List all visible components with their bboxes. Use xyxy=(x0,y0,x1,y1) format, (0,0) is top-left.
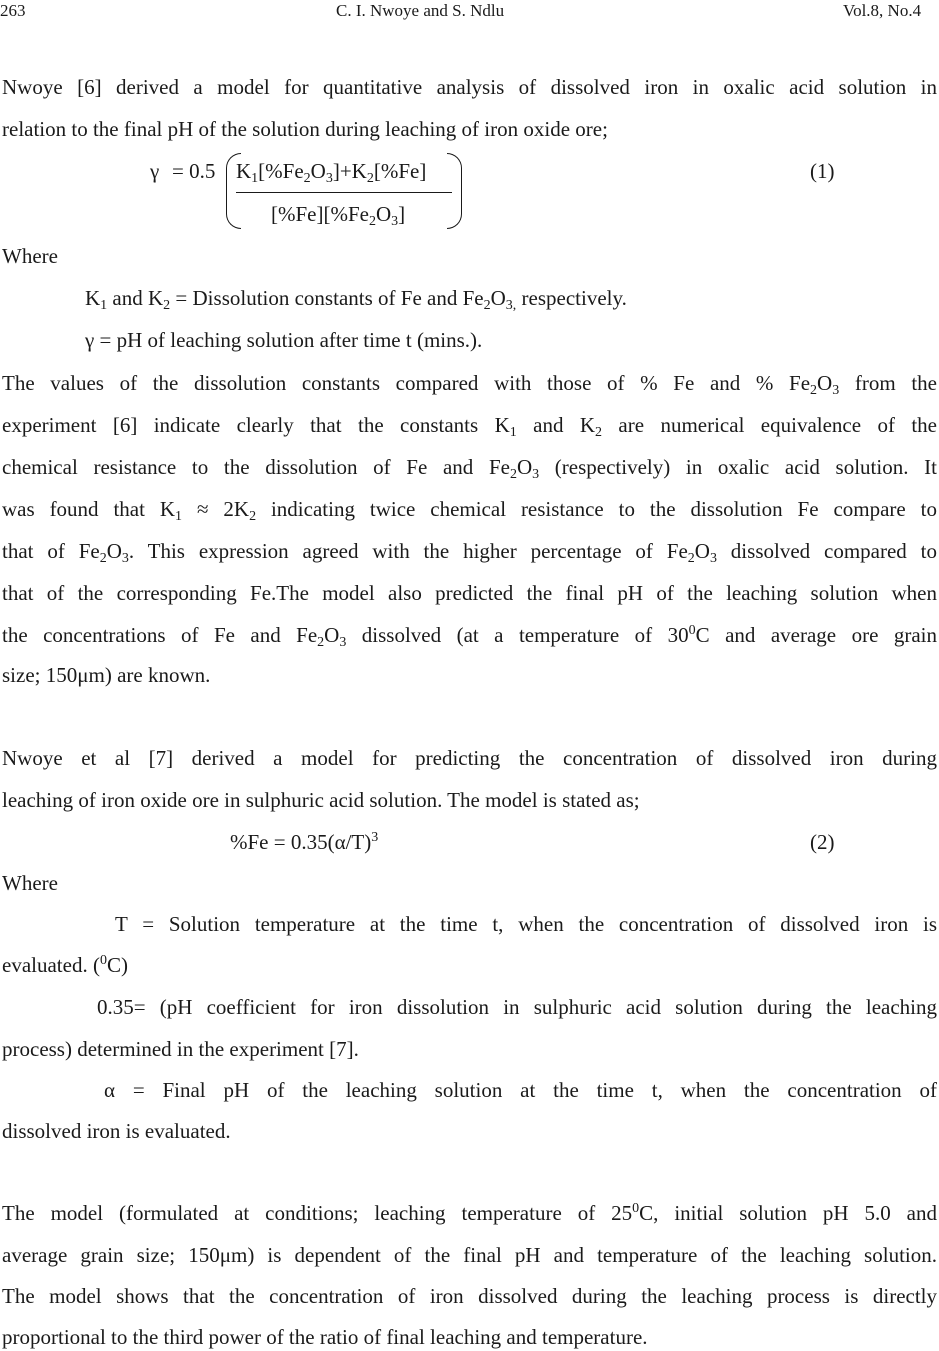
where-label-2: Where xyxy=(2,871,58,895)
definition-t-line-2: evaluated. ($^0$C) xyxy=(2,953,128,977)
definition-t-line-1: T = Solution temperature at the time t, when the concentration of dissolved iron is xyxy=(115,912,937,936)
page-number: 263 xyxy=(0,1,26,20)
paragraph-2-line-1: The values of the dissolution constants compared with those of % Fe and % $Fe_2O_3$ from the xyxy=(2,371,937,398)
paragraph-4-line-4: proportional to the third power of the ratio of final leaching and temperature. xyxy=(2,1325,648,1349)
equation-1-number: (1) xyxy=(810,159,835,183)
paragraph-2-line-4: was found that $K_1 \approx 2K_2$ indicating twice chemical resistance to the dissolution Fe compare to xyxy=(2,497,937,524)
running-authors: C. I. Nwoye and S. Ndlu xyxy=(336,1,505,20)
paragraph-3-line-1: Nwoye et al [7] derived a model for predicting the concentration of dissolved iron during xyxy=(2,746,937,770)
paragraph-2-line-6: that of the corresponding Fe.The model also predicted the final pH of the leaching solution when xyxy=(2,581,937,605)
paragraph-4-line-1: The model (formulated at conditions; leaching temperature of $25^0C$, initial solution pH 5.0 and xyxy=(2,1201,937,1225)
fraction-bar xyxy=(236,192,452,193)
volume-label: Vol.8, No.4 xyxy=(843,1,922,20)
definition-coefficient-line-1: 0.35= (pH coefficient for iron dissolution in sulphuric acid solution during the leaching xyxy=(97,995,937,1019)
paragraph-2-line-3: chemical resistance to the dissolution of Fe and $Fe_2O_3$ (respectively) in oxalic acid solution. It xyxy=(2,455,937,482)
paragraph-2-line-2: experiment [6] indicate clearly that the constants $K_1$ and $K_2$ are numerical equivalence of the xyxy=(2,413,937,440)
paragraph-2-line-7: the concentrations of Fe and $Fe_2O_3$ dissolved (at a temperature of $30^0C$ and average ore grain xyxy=(2,623,937,650)
paragraph-4-line-2: average grain size; 150μm) is dependent of the final pH and temperature of the leaching solution. xyxy=(2,1243,937,1267)
definition-coefficient-line-2: process) determined in the experiment [7]. xyxy=(2,1037,359,1061)
equation-2: $\%Fe = 0.35(\alpha/T)^3$ xyxy=(230,830,379,854)
right-paren xyxy=(447,153,462,229)
definition-alpha-line-1: α = Final pH of the leaching solution at the time t, when the concentration of xyxy=(104,1078,937,1102)
definition-k-constants: $K_1$ and $K_2$ = Dissolution constants of Fe and $Fe_2O_{3,}$ respectively. xyxy=(85,286,627,313)
equation-2-number: (2) xyxy=(810,830,835,854)
definition-gamma: γ = pH of leaching solution after time t (mins.). xyxy=(85,328,483,352)
equation-1-denominator: $[\%Fe][\%Fe_2O_3]$ xyxy=(271,202,406,229)
paragraph-3-line-2: leaching of iron oxide ore in sulphuric acid solution. The model is stated as; xyxy=(2,788,640,812)
paragraph-2-line-5: that of $Fe_2O_3$. This expression agreed with the higher percentage of $Fe_2O_3$ dissolved compared to xyxy=(2,539,938,566)
gamma-symbol: γ xyxy=(150,159,160,183)
paragraph-2-line-8: size; 150μm) are known. xyxy=(2,663,211,687)
equation-1-coefficient: = 0.5 xyxy=(172,159,216,183)
paragraph-1-line-1: Nwoye [6] derived a model for quantitative analysis of dissolved iron in oxalic acid solution in xyxy=(2,75,937,99)
equation-1-numerator: $K_1[\%Fe_2O_3]+K_2[\%Fe]$ xyxy=(236,159,427,186)
paragraph-4-line-3: The model shows that the concentration of iron dissolved during the leaching process is directly xyxy=(2,1284,937,1308)
where-label-1: Where xyxy=(2,244,58,268)
definition-alpha-line-2: dissolved iron is evaluated. xyxy=(2,1119,231,1143)
paragraph-1-line-2: relation to the final pH of the solution during leaching of iron oxide ore; xyxy=(2,117,608,141)
